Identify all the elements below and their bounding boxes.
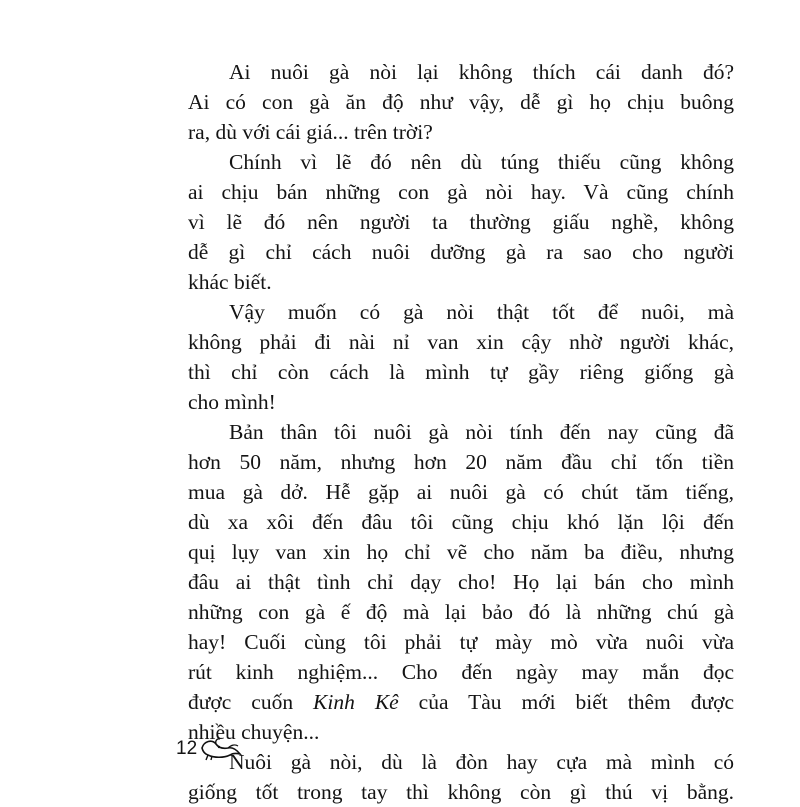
text-line: hay! Cuối cùng tôi phải tự mày mò vừa nuôi vừa [188, 630, 734, 654]
text-line: Ai có con gà ăn độ như vậy, dễ gì họ chịu buông [188, 90, 734, 114]
text-line: hơn 50 năm, nhưng hơn 20 năm đầu chỉ tốn tiền [188, 450, 734, 474]
text-line: không phải đi nài nỉ van xin cậy nhờ người khác, [188, 330, 734, 354]
text-line: thì chỉ còn cách là mình tự gầy riêng giống gà [188, 360, 734, 384]
text-line: Chính vì lẽ đó nên dù túng thiếu cũng không [229, 150, 734, 174]
text-line: khác biết. [188, 270, 272, 294]
text-line: Bản thân tôi nuôi gà nòi tính đến nay cũng đã [229, 420, 734, 444]
text-line: đâu ai thật tình chỉ dạy cho! Họ lại bán cho mình [188, 570, 734, 594]
text-line: Nuôi gà nòi, dù là đòn hay cựa mà mình có [229, 750, 734, 774]
text-line: nhiều chuyện... [188, 720, 320, 744]
rooster-icon [198, 735, 244, 761]
page-number: 12 [176, 738, 198, 759]
text-line: vì lẽ đó nên người ta thường giấu nghề, không [188, 210, 734, 234]
text-line: rút kinh nghiệm... Cho đến ngày may mắn đọc [188, 660, 734, 684]
text-line: giống tốt trong tay thì không còn gì thú vị bằng. [188, 780, 734, 804]
book-title: Kinh Kê [313, 690, 399, 714]
text-line: Ai nuôi gà nòi lại không thích cái danh đó? [229, 60, 734, 84]
text-line: dễ gì chỉ cách nuôi dưỡng gà ra sao cho người [188, 240, 734, 264]
text-fragment: được cuốn [188, 690, 314, 714]
text-line-with-book-title [188, 687, 734, 717]
text-line: ra, dù với cái giá... trên trời? [188, 120, 433, 144]
text-line: mua gà dở. Hễ gặp ai nuôi gà có chút tăm tiếng, [188, 480, 734, 504]
text-line: ai chịu bán những con gà nòi hay. Và cũng chính [188, 180, 734, 204]
text-line: cho mình! [188, 390, 276, 414]
text-line: quị lụy van xin họ chỉ vẽ cho năm ba điều, nhưng [188, 540, 734, 564]
text-line: những con gà ế độ mà lại bảo đó là những chú gà [188, 600, 734, 624]
text-fragment: của Tàu mới biết thêm được [398, 690, 735, 714]
text-line: dù xa xôi đến đâu tôi cũng chịu khó lặn lội đến [188, 510, 734, 534]
text-line: Vậy muốn có gà nòi thật tốt để nuôi, mà [229, 300, 734, 324]
